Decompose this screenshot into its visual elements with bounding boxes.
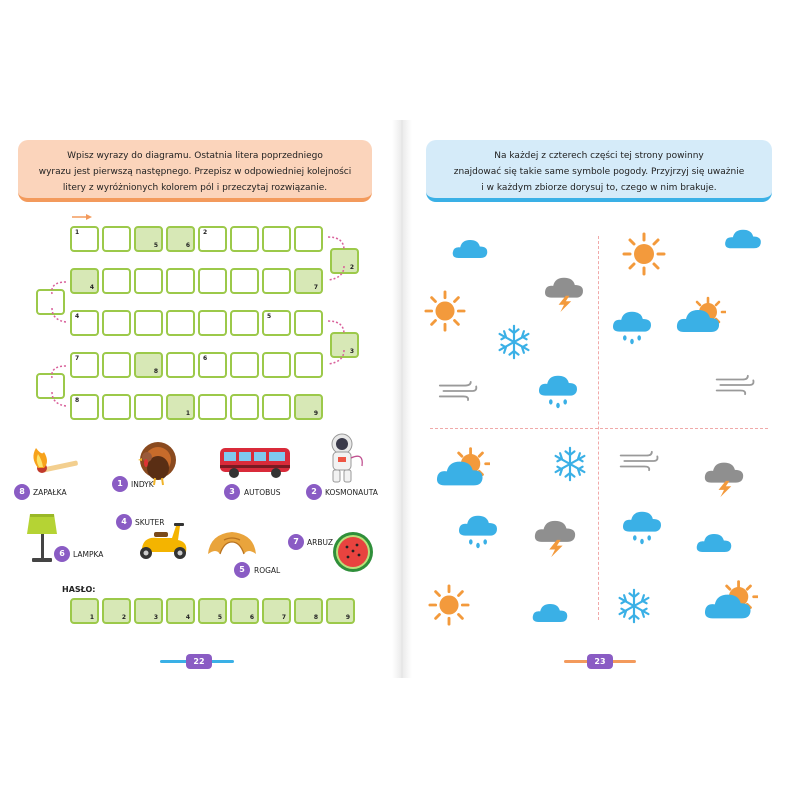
- grid-cell[interactable]: [294, 310, 323, 336]
- sun-icon: [424, 290, 466, 332]
- connector-icon: [48, 360, 66, 390]
- cell-number: 3: [349, 348, 354, 355]
- connector-icon: [328, 318, 346, 348]
- password-cell-number: 8: [313, 614, 318, 621]
- book-spine: [392, 120, 412, 678]
- grid-cell[interactable]: [262, 352, 291, 378]
- grid-cell[interactable]: [294, 226, 323, 252]
- grid-cell[interactable]: [262, 226, 291, 252]
- sun-behind-cloud-icon: [704, 578, 758, 622]
- grid-cell[interactable]: [230, 310, 259, 336]
- left-instruction-line: wyrazu jest pierwszą następnego. Przepisz w odpowiedniej kolejności: [38, 167, 352, 177]
- cloud-icon: [696, 532, 732, 554]
- picture-label: KOSMONAUTA: [325, 488, 378, 497]
- password-cell[interactable]: [134, 598, 163, 624]
- cell-number: 2: [203, 229, 208, 236]
- grid-cell[interactable]: [134, 268, 163, 294]
- grid-cell[interactable]: [198, 310, 227, 336]
- password-cell-number: 6: [249, 614, 254, 621]
- password-cell[interactable]: [294, 598, 323, 624]
- cell-number: 9: [313, 410, 318, 417]
- grid-cell[interactable]: [134, 352, 163, 378]
- grid-cell[interactable]: [134, 226, 163, 252]
- password-cell[interactable]: [326, 598, 355, 624]
- lamp-icon: [26, 512, 58, 566]
- left-instruction-banner: [18, 140, 372, 202]
- snowflake-icon: [496, 324, 532, 360]
- storm-cloud-icon: [544, 276, 584, 312]
- left-instruction-line: Wpisz wyrazy do diagramu. Ostatnia litera poprzedniego: [67, 151, 323, 161]
- cloud-icon: [532, 602, 568, 624]
- grid-cell[interactable]: [102, 226, 131, 252]
- password-cell-number: 4: [185, 614, 190, 621]
- password-cell[interactable]: [262, 598, 291, 624]
- wind-icon: [618, 450, 660, 472]
- sun-icon: [428, 584, 470, 626]
- grid-cell[interactable]: [102, 268, 131, 294]
- match-icon: [20, 448, 80, 480]
- grid-cell[interactable]: [230, 352, 259, 378]
- connector-icon: [48, 392, 66, 422]
- cell-number: 8: [75, 397, 80, 404]
- wind-icon: [438, 380, 478, 402]
- cell-number: 5: [267, 313, 272, 320]
- watermelon-icon: [328, 530, 378, 574]
- grid-cell[interactable]: [198, 268, 227, 294]
- cell-number: 7: [75, 355, 80, 362]
- picture-label: AUTOBUS: [244, 488, 281, 497]
- picture-number-badge: 2: [306, 484, 322, 500]
- connector-icon: [328, 350, 346, 380]
- cell-number: 1: [185, 410, 190, 417]
- astronaut-icon: [324, 432, 370, 486]
- rain-cloud-icon: [612, 310, 652, 346]
- rain-cloud-icon: [622, 510, 662, 546]
- password-cell-number: 1: [89, 614, 94, 621]
- cell-number: 2: [349, 264, 354, 271]
- grid-cell[interactable]: [70, 268, 99, 294]
- snowflake-icon: [616, 588, 652, 624]
- picture-number-badge: 7: [288, 534, 304, 550]
- grid-cell[interactable]: [166, 394, 195, 420]
- rain-cloud-icon: [458, 514, 498, 550]
- sun-behind-cloud-icon: [436, 446, 490, 488]
- right-instruction-line: znajdować się takie same symbole pogody. Przyjrzyj się uważnie: [453, 167, 745, 177]
- grid-cell[interactable]: [230, 226, 259, 252]
- cell-number: 5: [153, 242, 158, 249]
- connector-icon: [48, 276, 66, 306]
- password-cell-number: 3: [153, 614, 158, 621]
- connector-icon: [328, 266, 346, 296]
- cell-number: 6: [185, 242, 190, 249]
- connector-icon: [328, 234, 346, 264]
- cell-number: 4: [89, 284, 94, 291]
- grid-cell[interactable]: [102, 310, 131, 336]
- grid-cell[interactable]: [70, 394, 99, 420]
- grid-cell[interactable]: [198, 226, 227, 252]
- password-cell-number: 7: [281, 614, 286, 621]
- password-cell[interactable]: [70, 598, 99, 624]
- grid-cell[interactable]: [198, 352, 227, 378]
- left-instruction-line: litery z wyróżnionych kolorem pól i przeczytaj rozwiązanie.: [62, 183, 328, 193]
- picture-number-badge: 4: [116, 514, 132, 530]
- quadrant-divider-horizontal: [430, 428, 768, 429]
- right-instruction-line: i w każdym zbiorze dorysuj to, czego w nim brakuje.: [481, 183, 717, 193]
- page-number: 23: [587, 654, 613, 669]
- picture-label: INDYK: [131, 480, 154, 489]
- storm-cloud-icon: [534, 518, 576, 558]
- connector-icon: [48, 308, 66, 338]
- grid-cell[interactable]: [294, 268, 323, 294]
- picture-number-badge: 8: [14, 484, 30, 500]
- grid-cell[interactable]: [230, 394, 259, 420]
- grid-cell[interactable]: [166, 310, 195, 336]
- cloud-icon: [452, 238, 488, 260]
- right-instruction-banner: [426, 140, 772, 202]
- croissant-icon: [204, 528, 260, 564]
- grid-cell[interactable]: [262, 394, 291, 420]
- picture-number-badge: 6: [54, 546, 70, 562]
- grid-cell[interactable]: [134, 394, 163, 420]
- grid-cell[interactable]: [70, 352, 99, 378]
- grid-cell[interactable]: [102, 352, 131, 378]
- password-cell[interactable]: [198, 598, 227, 624]
- bus-icon: [218, 446, 292, 480]
- picture-label: ROGAL: [254, 566, 281, 575]
- cell-number: 8: [153, 368, 158, 375]
- picture-number-badge: 5: [234, 562, 250, 578]
- right-instruction-line: Na każdej z czterech części tej strony powinny: [494, 151, 704, 161]
- cell-number: 1: [75, 229, 80, 236]
- grid-cell[interactable]: [166, 268, 195, 294]
- password-cell-number: 2: [121, 614, 126, 621]
- grid-cell[interactable]: [294, 352, 323, 378]
- grid-cell[interactable]: [166, 352, 195, 378]
- picture-number-badge: 1: [112, 476, 128, 492]
- picture-label: SKUTER: [135, 518, 165, 527]
- storm-cloud-icon: [704, 458, 744, 500]
- picture-number-badge: 3: [224, 484, 240, 500]
- password-cell[interactable]: [230, 598, 259, 624]
- cell-number: 6: [203, 355, 208, 362]
- snowflake-icon: [552, 446, 588, 482]
- sun-icon: [622, 232, 666, 276]
- cell-number: 7: [313, 284, 318, 291]
- cloud-icon: [724, 228, 762, 250]
- grid-cell[interactable]: [134, 310, 163, 336]
- grid-cell[interactable]: [262, 310, 291, 336]
- rain-cloud-icon: [538, 374, 578, 410]
- grid-cell[interactable]: [102, 394, 131, 420]
- password-cell-number: 9: [345, 614, 350, 621]
- picture-label: ARBUZ: [307, 538, 333, 547]
- wind-icon: [714, 374, 756, 396]
- picture-label: LAMPKA: [73, 550, 104, 559]
- sun-behind-cloud-icon: [676, 296, 726, 334]
- grid-cell[interactable]: [198, 394, 227, 420]
- grid-cell[interactable]: [262, 268, 291, 294]
- grid-cell[interactable]: [70, 226, 99, 252]
- password-cell[interactable]: [166, 598, 195, 624]
- password-cell[interactable]: [102, 598, 131, 624]
- start-arrow-icon: [72, 213, 92, 221]
- page-number: 22: [186, 654, 212, 669]
- grid-cell[interactable]: [230, 268, 259, 294]
- cell-number: 4: [75, 313, 80, 320]
- grid-cell[interactable]: [70, 310, 99, 336]
- grid-cell[interactable]: [294, 394, 323, 420]
- password-label: HASŁO:: [62, 585, 96, 594]
- picture-label: ZAPAŁKA: [33, 488, 67, 497]
- grid-cell[interactable]: [166, 226, 195, 252]
- password-cell-number: 5: [217, 614, 222, 621]
